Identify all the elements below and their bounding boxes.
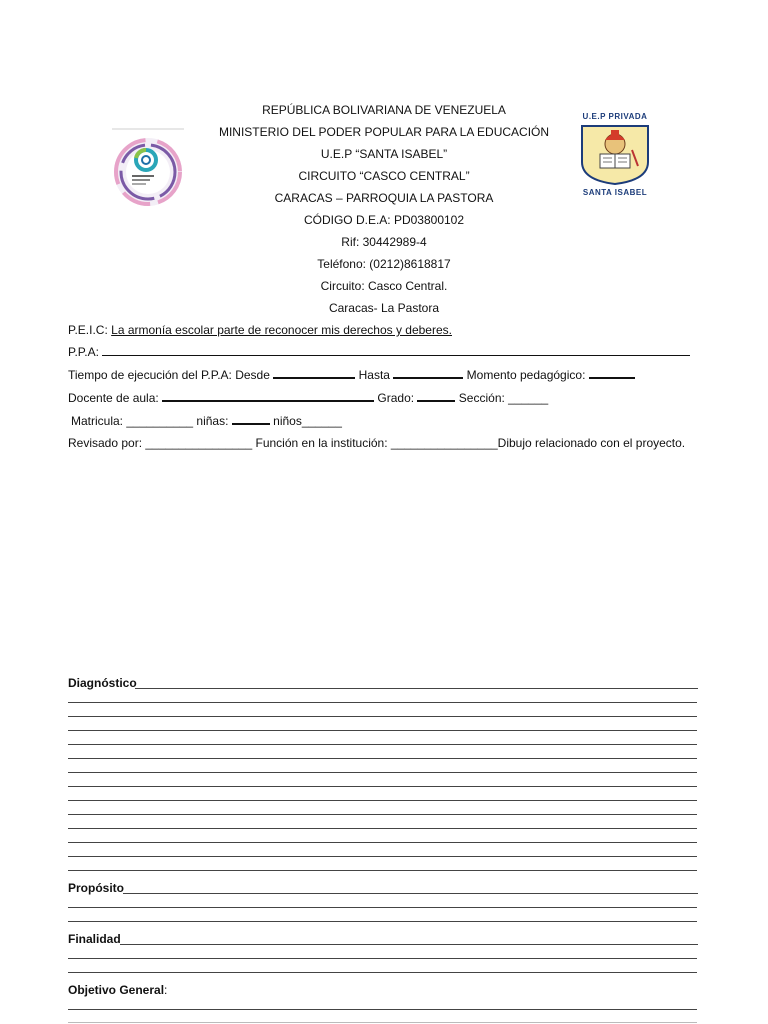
ministry-logo: [110, 128, 186, 208]
seccion-label: Sección: ______: [458, 391, 549, 405]
header-line-10: Caracas- La Pastora: [328, 301, 440, 315]
ninos-label: niños______: [273, 414, 342, 428]
peic-value: La armonía escolar parte de reconocer mis derechos y deberes.: [111, 323, 452, 337]
diagnostico-rule[interactable]: [68, 702, 697, 703]
finalidad-heading: [68, 932, 121, 946]
docente-line: [68, 390, 548, 405]
matricula-line: [71, 413, 342, 428]
diagnostico-rule[interactable]: [68, 842, 697, 843]
header-line-9: Circuito: Casco Central.: [320, 279, 448, 293]
desde-blank[interactable]: [273, 367, 355, 379]
diagnostico-rule[interactable]: [68, 828, 697, 829]
finalidad-rule[interactable]: [68, 972, 697, 973]
diagnostico-rule[interactable]: [68, 814, 697, 815]
matricula-label: Matricula: __________ niñas:: [71, 414, 229, 428]
ninas-blank[interactable]: [232, 413, 270, 425]
header-line-2: MINISTERIO DEL PODER POPULAR PARA LA EDUCACIÓN: [218, 125, 550, 139]
ppa-label: P.P.A:: [68, 345, 99, 359]
hasta-label: Hasta: [358, 368, 390, 382]
revisado-line: Revisado por: ________________ Función en la institución: ________________Dibujo relacionado con el proyecto.: [68, 436, 686, 450]
diagnostico-rule[interactable]: [68, 786, 697, 787]
school-logo-top-text: U.E.P PRIVADA: [582, 112, 648, 121]
school-logo: [570, 112, 660, 200]
tiempo-line: [68, 367, 635, 382]
diagnostico-label: Diagnóstico: [68, 676, 137, 690]
docente-blank[interactable]: [162, 390, 374, 402]
header-line-8: Teléfono: (0212)8618817: [317, 257, 451, 271]
diagnostico-rule[interactable]: [68, 730, 697, 731]
finalidad-heading-rule: [120, 944, 698, 945]
diagnostico-rule[interactable]: [68, 800, 697, 801]
grado-blank[interactable]: [417, 390, 455, 402]
proposito-label: Propósito: [68, 881, 124, 895]
header-line-3: U.E.P “SANTA ISABEL”: [320, 147, 448, 161]
momento-label: Momento pedagógico:: [466, 368, 586, 382]
proposito-heading-rule: [123, 893, 698, 894]
objetivo-heading: [68, 983, 167, 997]
school-shield-icon: [578, 122, 652, 186]
diagnostico-rule[interactable]: [68, 744, 697, 745]
school-logo-bottom-text: SANTA ISABEL: [582, 188, 648, 197]
diagnostico-heading-rule: [135, 688, 698, 689]
header-line-6: CÓDIGO D.E.A: PD03800102: [303, 213, 465, 227]
header-line-1: REPÚBLICA BOLIVARIANA DE VENEZUELA: [262, 103, 506, 117]
ppa-blank[interactable]: [102, 345, 690, 356]
diagnostico-heading: [68, 676, 137, 690]
diagnostico-rule[interactable]: [68, 716, 697, 717]
proposito-rule[interactable]: [68, 907, 697, 908]
peic-line: [68, 323, 452, 337]
tiempo-label: Tiempo de ejecución del P.P.A: Desde: [68, 368, 270, 382]
objetivo-rule[interactable]: [68, 1022, 697, 1023]
peic-label: P.E.I.C:: [68, 323, 108, 337]
grado-label: Grado:: [377, 391, 415, 405]
diagnostico-rule[interactable]: [68, 758, 697, 759]
diagnostico-rule[interactable]: [68, 772, 697, 773]
finalidad-rule[interactable]: [68, 958, 697, 959]
header-line-4: CIRCUITO “CASCO CENTRAL”: [298, 169, 470, 183]
diagnostico-rule[interactable]: [68, 856, 697, 857]
header-line-7: Rif: 30442989-4: [341, 235, 427, 249]
ppa-line: [68, 345, 690, 359]
proposito-heading: [68, 881, 124, 895]
docente-label: Docente de aula:: [68, 391, 159, 405]
objetivo-colon: :: [164, 983, 168, 997]
hasta-blank[interactable]: [393, 367, 463, 379]
momento-blank[interactable]: [589, 367, 635, 379]
objetivo-rule[interactable]: [68, 1009, 697, 1010]
header-line-5: CARACAS – PARROQUIA LA PASTORA: [274, 191, 494, 205]
proposito-rule[interactable]: [68, 921, 697, 922]
finalidad-label: Finalidad: [68, 932, 121, 946]
objetivo-label: Objetivo General: [68, 983, 165, 997]
diagnostico-rule[interactable]: [68, 870, 697, 871]
